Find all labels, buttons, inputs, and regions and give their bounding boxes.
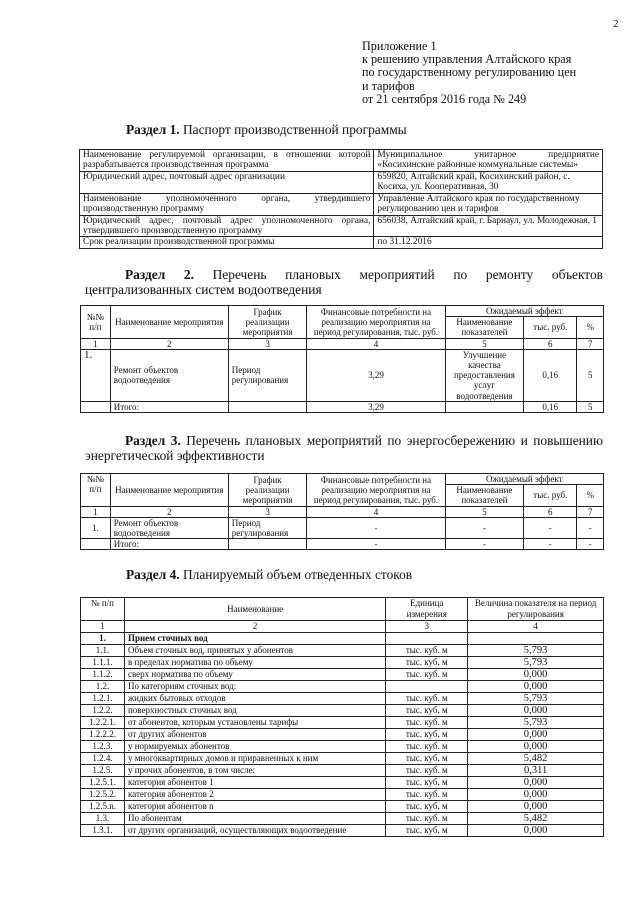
- total-finance: 3,29: [307, 401, 445, 412]
- passport-field-value: 656038, Алтайский край, г. Барнаул, ул. Молодежная, 1: [374, 215, 603, 237]
- col-header-effect-name: Наименование показателей: [445, 317, 524, 338]
- col-header-effect-rub: тыс. руб.: [524, 485, 577, 506]
- row-unit: тыс. куб. м: [386, 765, 468, 777]
- col-number: 6: [524, 338, 577, 349]
- row-name: Прием сточных вод: [124, 633, 385, 645]
- row-unit: тыс. куб. м: [386, 813, 468, 825]
- row-unit: тыс. куб. м: [386, 777, 468, 789]
- table-row: [81, 517, 604, 538]
- appendix-line: от 21 сентября 2016 года № 249: [362, 91, 527, 106]
- row-value: 0,000: [468, 801, 604, 813]
- section3-title: [85, 433, 603, 463]
- col-number: 6: [524, 506, 577, 517]
- row-num: 1.2.1.: [81, 693, 125, 705]
- row-unit: тыс. куб. м: [386, 657, 468, 669]
- col-number: 1: [81, 621, 125, 633]
- passport-field-name: Наименование уполномоченного органа, утвердившего производственную программу: [80, 193, 374, 215]
- section-label: Раздел 2.: [125, 267, 194, 282]
- row-unit: тыс. куб. м: [386, 729, 468, 741]
- section-label: Раздел 1.: [126, 122, 180, 137]
- col-header-effect: Ожидаемый эффект: [445, 474, 603, 485]
- col-header-name: Наименование мероприятия: [110, 474, 228, 507]
- col-header-effect-pct: %: [577, 485, 604, 506]
- table-row: [81, 717, 604, 729]
- col-number: 5: [445, 338, 524, 349]
- page-number: 2: [613, 18, 619, 30]
- table-row: [81, 349, 604, 401]
- col-header-effect: Ожидаемый эффект: [445, 306, 603, 317]
- passport-field-value: по 31.12.2016: [374, 237, 603, 248]
- row-num: 1.2.5.n.: [81, 801, 125, 813]
- total-effect-rub: -: [524, 539, 577, 550]
- appendix-line: к решению управления Алтайского края: [362, 52, 572, 67]
- section1-title: [126, 122, 407, 137]
- col-number: 3: [228, 338, 307, 349]
- row-name: сверх норматива по объему: [124, 669, 385, 681]
- appendix-line: по государственному регулированию цен: [362, 65, 577, 80]
- row-value: 0,000: [468, 705, 604, 717]
- table-row: [81, 741, 604, 753]
- row-name: от абонентов, которым установлены тарифы: [124, 717, 385, 729]
- row-unit: тыс. куб. м: [386, 645, 468, 657]
- row-value: 5,482: [468, 813, 604, 825]
- section-label: Раздел 3.: [125, 433, 181, 448]
- col-header-name: Наименование мероприятия: [110, 306, 228, 339]
- section-heading: Перечень плановых мероприятий по энергосбережению и повышению энергетической эффективности: [85, 433, 603, 463]
- table-row: [81, 633, 604, 645]
- total-label: Итого:: [110, 539, 228, 550]
- row-name: поверхностных сточных вод: [124, 705, 385, 717]
- col-header-finance: Финансовые потребности на реализацию мероприятия на период регулирования, тыс. руб.: [307, 474, 445, 507]
- row-name: категория абонентов 1: [124, 777, 385, 789]
- table-row: [81, 777, 604, 789]
- wastewater-volume-table: [80, 597, 604, 837]
- row-effect-name: -: [445, 517, 524, 538]
- col-header-num: №№ п/п: [81, 474, 111, 507]
- col-number: 1: [81, 338, 111, 349]
- col-number: 5: [445, 506, 524, 517]
- row-value: 5,793: [468, 693, 604, 705]
- table-header-row: [81, 598, 604, 621]
- row-num: 1.2.3.: [81, 741, 125, 753]
- row-unit: тыс. куб. м: [386, 753, 468, 765]
- table-row: [80, 150, 603, 172]
- total-row: [81, 539, 604, 550]
- passport-field-name: Юридический адрес, почтовый адрес уполномоченного органа, утвердившего производственную программу: [80, 215, 374, 237]
- column-number-row: [81, 621, 604, 633]
- appendix-line: Приложение 1: [362, 39, 437, 53]
- col-number: 7: [577, 506, 604, 517]
- row-effect-rub: 0,16: [524, 349, 577, 401]
- row-name: Объем сточных вод, принятых у абонентов: [124, 645, 385, 657]
- table-header-row: [81, 306, 604, 317]
- row-schedule: Период регулирования: [228, 349, 307, 401]
- row-name: от других организаций, осуществляющих водоотведение: [124, 825, 385, 837]
- col-header-effect-name: Наименование показателей: [445, 485, 524, 506]
- row-unit: тыс. куб. м: [386, 825, 468, 837]
- col-header-schedule: График реализации мероприятия: [228, 474, 307, 507]
- total-effect-pct: -: [577, 539, 604, 550]
- row-num: 1.: [81, 349, 111, 401]
- row-name: жидких бытовых отходов: [124, 693, 385, 705]
- passport-field-value: 659820, Алтайский край, Косихинский район, с. Косиха, ул. Кооперативная, 30: [374, 171, 603, 193]
- row-name: категория абонентов n: [124, 801, 385, 813]
- table-row: [80, 215, 603, 237]
- row-num: 1.1.: [81, 645, 125, 657]
- row-num: 1.2.5.: [81, 765, 125, 777]
- row-name: Ремонт объектов водоотведения: [110, 517, 228, 538]
- row-name: По абонентам: [124, 813, 385, 825]
- row-effect-pct: 5: [577, 349, 604, 401]
- col-number: 4: [307, 506, 445, 517]
- table-row: [81, 657, 604, 669]
- total-label: Итого:: [110, 401, 228, 412]
- row-value: 0,000: [468, 825, 604, 837]
- row-num: 1.2.2.1.: [81, 717, 125, 729]
- section2-title: [85, 267, 603, 297]
- col-number: 4: [307, 338, 445, 349]
- total-finance: -: [307, 539, 445, 550]
- row-unit: тыс. куб. м: [386, 705, 468, 717]
- row-value: 0,000: [468, 777, 604, 789]
- table-row: [81, 645, 604, 657]
- col-header-effect-rub: тыс. руб.: [524, 317, 577, 338]
- row-finance: -: [307, 517, 445, 538]
- col-number: 4: [468, 621, 604, 633]
- section-heading: Планируемый объем отведенных стоков: [183, 567, 413, 582]
- appendix-line: и тарифов: [362, 78, 415, 93]
- row-name: в пределах норматива по объему: [124, 657, 385, 669]
- col-header-schedule: График реализации мероприятия: [228, 306, 307, 339]
- table-header-row: [81, 474, 604, 485]
- row-num: 1.2.: [81, 681, 125, 693]
- row-num: 1.2.4.: [81, 753, 125, 765]
- row-name: у нормируемых абонентов: [124, 741, 385, 753]
- row-value: [468, 633, 604, 645]
- row-finance: 3,29: [307, 349, 445, 401]
- row-value: 5,793: [468, 657, 604, 669]
- table-row: [80, 171, 603, 193]
- row-name: у прочих абонентов, в том числе:: [124, 765, 385, 777]
- col-number: 2: [124, 621, 385, 633]
- row-unit: тыс. куб. м: [386, 669, 468, 681]
- table-row: [81, 801, 604, 813]
- table-row: [81, 789, 604, 801]
- row-value: 0,000: [468, 741, 604, 753]
- row-effect-pct: -: [577, 517, 604, 538]
- table-row: [81, 693, 604, 705]
- column-number-row: [81, 338, 604, 349]
- row-num: 1.2.5.1.: [81, 777, 125, 789]
- col-number: 3: [386, 621, 468, 633]
- table-row: [81, 825, 604, 837]
- section-heading: Паспорт производственной программы: [183, 122, 407, 137]
- row-value: 0,311: [468, 765, 604, 777]
- row-num: 1.3.: [81, 813, 125, 825]
- col-number: 7: [577, 338, 604, 349]
- table-row: [81, 753, 604, 765]
- passport-field-name: Срок реализации производственной программы: [80, 237, 374, 248]
- col-number: 1: [81, 506, 111, 517]
- col-number: 2: [110, 506, 228, 517]
- passport-field-name: Юридический адрес, почтовый адрес организации: [80, 171, 374, 193]
- table-row: [81, 813, 604, 825]
- passport-table: [79, 149, 603, 249]
- table-row: [80, 237, 603, 248]
- row-unit: тыс. куб. м: [386, 693, 468, 705]
- row-value: 5,793: [468, 717, 604, 729]
- table-row: [81, 765, 604, 777]
- row-unit: тыс. куб. м: [386, 789, 468, 801]
- passport-field-value: Управление Алтайского края по государственному регулированию цен и тарифов: [374, 193, 603, 215]
- row-num: 1.2.2.: [81, 705, 125, 717]
- row-name: у многоквартирных домов и приравненных к ним: [124, 753, 385, 765]
- table-row: [81, 729, 604, 741]
- col-header-effect-pct: %: [577, 317, 604, 338]
- row-value: 5,793: [468, 645, 604, 657]
- col-number: 3: [228, 506, 307, 517]
- row-num: 1.1.1.: [81, 657, 125, 669]
- row-num: 1.2.5.2.: [81, 789, 125, 801]
- row-schedule: Период регулирования: [228, 517, 307, 538]
- energy-measures-table: [80, 473, 604, 550]
- row-num: 1.1.2.: [81, 669, 125, 681]
- row-name: категория абонентов 2: [124, 789, 385, 801]
- section-label: Раздел 4.: [126, 567, 180, 582]
- col-header-finance: Финансовые потребности на реализацию мероприятия на период регулирования, тыс. руб.: [307, 306, 445, 339]
- row-value: 0,000: [468, 681, 604, 693]
- row-effect-name: Улучшение качества предоставления услуг водоотведения: [445, 349, 524, 401]
- row-unit: [386, 681, 468, 693]
- col-header-name: Наименование: [124, 598, 385, 621]
- table-row: [81, 705, 604, 717]
- row-value: 0,000: [468, 669, 604, 681]
- col-header-unit: Единица измерения: [386, 598, 468, 621]
- col-number: 2: [110, 338, 228, 349]
- row-value: 0,000: [468, 789, 604, 801]
- row-num: 1.: [81, 517, 111, 538]
- row-name: Ремонт объектов водоотведения: [110, 349, 228, 401]
- table-row: [81, 669, 604, 681]
- appendix-header: [362, 40, 576, 106]
- row-num: 1.: [81, 633, 125, 645]
- row-value: 0,000: [468, 729, 604, 741]
- table-row: [80, 193, 603, 215]
- passport-field-name: Наименование регулируемой организации, в отношении которой разрабатывается производственная программа: [80, 150, 374, 172]
- row-name: от других абонентов: [124, 729, 385, 741]
- section-heading: Перечень плановых мероприятий по ремонту объектов централизованных систем водоотведения: [85, 267, 603, 297]
- col-header-value: Величина показателя на период регулирования: [468, 598, 604, 621]
- row-effect-rub: -: [524, 517, 577, 538]
- row-unit: [386, 633, 468, 645]
- row-name: По категориям сточных вод:: [124, 681, 385, 693]
- row-unit: тыс. куб. м: [386, 801, 468, 813]
- column-number-row: [81, 506, 604, 517]
- table-row: [81, 681, 604, 693]
- row-num: 1.3.1.: [81, 825, 125, 837]
- col-header-num: № п/п: [81, 598, 125, 621]
- row-unit: тыс. куб. м: [386, 741, 468, 753]
- section4-title: [126, 567, 412, 582]
- total-row: [81, 401, 604, 412]
- row-value: 5,482: [468, 753, 604, 765]
- total-effect-name: -: [445, 539, 524, 550]
- total-effect-pct: 5: [577, 401, 604, 412]
- passport-field-value: Муниципальное унитарное предприятие «Косихинские районные коммунальные системы»: [374, 150, 603, 172]
- repair-measures-table: [80, 305, 604, 413]
- row-unit: тыс. куб. м: [386, 717, 468, 729]
- total-effect-rub: 0,16: [524, 401, 577, 412]
- row-num: 1.2.2.2.: [81, 729, 125, 741]
- col-header-num: №№ п/п: [81, 306, 111, 339]
